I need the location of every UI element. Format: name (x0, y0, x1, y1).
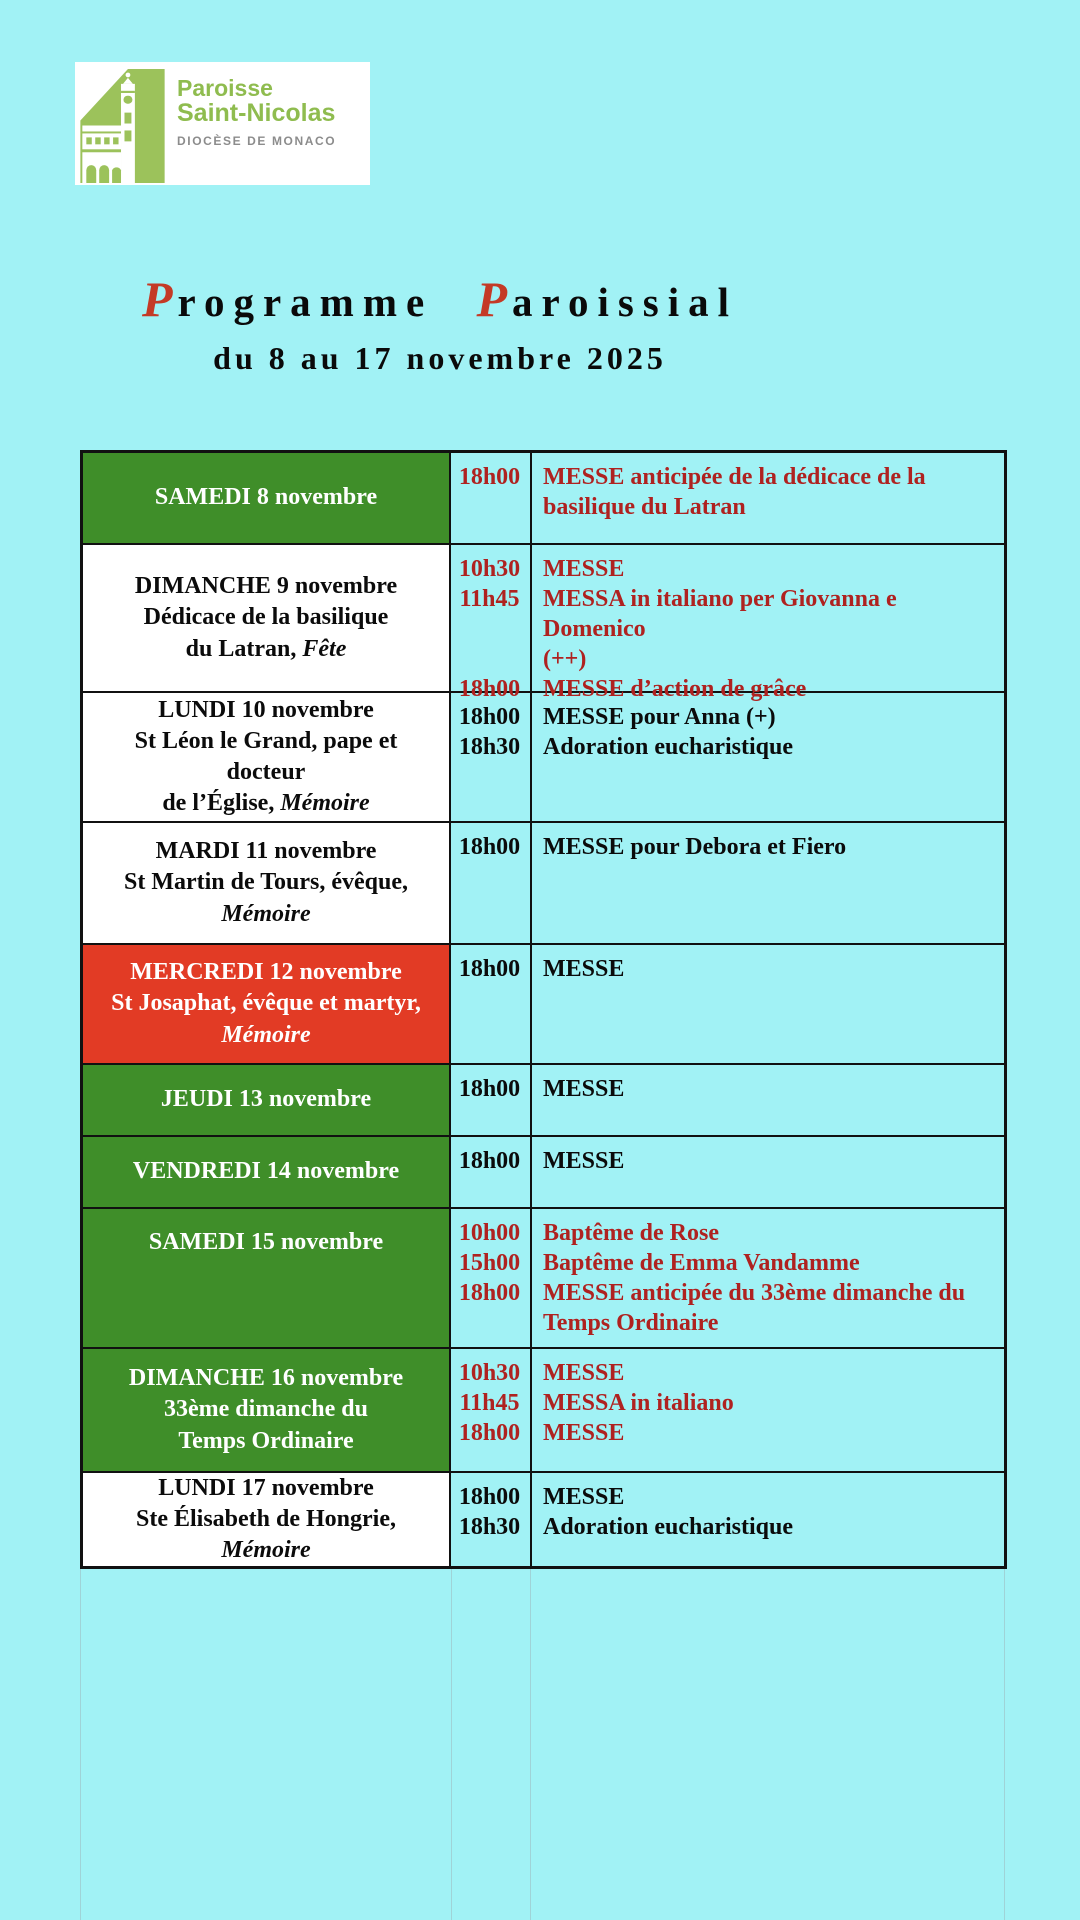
schedule-table (80, 450, 1007, 1569)
date-segment: MARDI 11 novembre (155, 838, 377, 865)
date-cell (83, 545, 451, 691)
date-line (164, 1394, 368, 1425)
date-segment: St Léon le Grand, pape et docteur (134, 727, 398, 785)
date-line (158, 1473, 374, 1504)
logo-title-line1: Paroisse (177, 75, 273, 101)
time-label: 10h30 (458, 556, 521, 582)
event-line: MESSE anticipée de la dédicace de la (543, 464, 926, 490)
event-label (530, 702, 1004, 732)
date-segment-italic: Mémoire (280, 790, 370, 817)
date-segment: Dédicace de la basilique (143, 604, 389, 631)
date-cell (83, 823, 451, 943)
date-cell (83, 453, 451, 543)
page-title (0, 270, 880, 328)
date-line (221, 1020, 310, 1051)
date-line (111, 988, 421, 1019)
time-label: 18h00 (458, 1280, 521, 1306)
time-label: 18h00 (458, 1420, 521, 1446)
time-label: 18h30 (458, 1514, 521, 1540)
event-line: Baptême de Rose (543, 1220, 719, 1246)
event-label (530, 1418, 1004, 1448)
event-line: MESSE anticipée du 33ème dimanche du (543, 1280, 966, 1306)
date-cell (83, 945, 451, 1063)
date-segment: VENDREDI 14 novembre (132, 1158, 400, 1185)
date-segment-italic: Fête (302, 635, 347, 662)
time-label: 18h00 (458, 1076, 521, 1102)
schedule-row (83, 691, 1004, 821)
event-label (530, 554, 1004, 584)
date-range-subtitle: du 8 au 17 novembre 2025 (213, 340, 667, 376)
column-guide-line (530, 1569, 531, 1920)
date-segment: DIMANCHE 16 novembre (128, 1365, 404, 1392)
event-line: MESSE (543, 1148, 625, 1174)
title-word-programme (142, 270, 433, 328)
event-line: Adoration eucharistique (543, 734, 794, 760)
date-line (186, 634, 347, 665)
time-label: 18h00 (458, 1484, 521, 1510)
schedule-cell (451, 545, 1004, 702)
event-label (530, 1512, 1004, 1542)
event-line: MESSE pour Debora et Fiero (543, 834, 847, 860)
event-label (530, 584, 1004, 674)
date-segment-italic: Mémoire (221, 1537, 311, 1564)
time-label: 11h45 (459, 1390, 520, 1416)
date-segment: 33ème dimanche du (164, 1396, 368, 1423)
event-line: Adoration eucharistique (543, 1514, 794, 1540)
event-line: Temps Ordinaire (543, 1310, 719, 1336)
date-line (129, 1363, 403, 1394)
date-segment: LUNDI 10 novembre (158, 696, 374, 723)
church-icon (80, 69, 165, 183)
parish-logo (75, 62, 370, 185)
date-line (149, 1227, 383, 1258)
column-guide-line (1004, 1569, 1005, 1920)
column-guide-line (80, 1569, 81, 1920)
event-label (530, 1218, 1004, 1248)
schedule-cell (451, 1349, 1004, 1471)
date-segment: Ste Élisabeth de Hongrie, (135, 1505, 396, 1532)
schedule-cell (451, 1209, 1004, 1347)
date-line (158, 695, 374, 726)
date-line (93, 726, 439, 788)
date-segment: Temps Ordinaire (178, 1427, 354, 1454)
time-label: 18h30 (458, 734, 521, 760)
date-segment-italic: Mémoire (221, 1021, 311, 1048)
schedule-cell (451, 1473, 1004, 1566)
date-segment: SAMEDI 15 novembre (148, 1229, 384, 1255)
time-label: 18h00 (458, 676, 521, 702)
column-guide-line (451, 1569, 452, 1920)
event-line: (++) (543, 646, 587, 672)
event-line: MESSE (543, 956, 625, 982)
logo-subtitle: DIOCÈSE DE MONACO (177, 133, 337, 148)
time-label: 18h00 (458, 956, 521, 982)
event-label (530, 1146, 1004, 1176)
time-label: 18h00 (458, 464, 521, 490)
event-line: MESSE (543, 1484, 625, 1510)
title-initial-p1: P (141, 271, 178, 327)
date-line (178, 1426, 353, 1457)
date-line (124, 867, 408, 898)
date-line (156, 836, 377, 867)
date-line (133, 1156, 399, 1187)
date-cell (83, 1349, 451, 1471)
date-cell (83, 693, 451, 821)
schedule-cell (451, 453, 1004, 543)
date-segment: DIMANCHE 9 novembre (134, 573, 398, 600)
date-segment: du Latran, (185, 635, 303, 662)
event-label (530, 832, 1004, 862)
date-segment: MERCREDI 12 novembre (130, 959, 402, 986)
schedule-row (83, 821, 1004, 943)
schedule-cell (451, 1137, 1004, 1207)
event-label (530, 462, 1004, 522)
event-line: MESSE (543, 556, 625, 582)
schedule-cell (451, 823, 1004, 943)
logo-title-line2: Saint-Nicolas (177, 99, 336, 128)
date-segment-italic: Mémoire (221, 900, 311, 927)
schedule-row (83, 1207, 1004, 1347)
event-line: MESSE d’action de grâce (543, 676, 807, 702)
schedule-row (83, 943, 1004, 1063)
date-line (161, 1084, 371, 1115)
date-line (162, 788, 369, 819)
header (0, 270, 880, 377)
title-initial-p2: P (476, 271, 512, 327)
title-rest-2: aroissial (511, 279, 739, 325)
schedule-row (83, 1471, 1004, 1566)
logo-text (177, 76, 336, 148)
event-label (530, 1388, 1004, 1418)
date-cell (83, 1065, 451, 1135)
event-label (530, 732, 1004, 762)
schedule-row (83, 453, 1004, 543)
event-line: MESSE pour Anna (+) (543, 704, 776, 730)
schedule-cell (451, 1065, 1004, 1135)
event-line: Baptême de Emma Vandamme (543, 1250, 860, 1276)
time-label: 11h45 (459, 586, 520, 612)
event-label (530, 1358, 1004, 1388)
event-label (530, 1248, 1004, 1278)
date-line (144, 602, 389, 633)
event-label (530, 954, 1004, 984)
date-line (93, 1504, 439, 1566)
time-label: 18h00 (458, 1148, 521, 1174)
date-segment: LUNDI 17 novembre (158, 1474, 374, 1501)
date-cell (83, 1137, 451, 1207)
date-line (155, 482, 377, 513)
schedule-cell (451, 945, 1004, 1063)
event-label (530, 1074, 1004, 1104)
schedule-row (83, 1347, 1004, 1471)
time-label: 10h00 (458, 1220, 521, 1246)
date-cell (83, 1473, 451, 1566)
title-rest-1: rogramme (177, 279, 434, 325)
date-segment: St Josaphat, évêque et martyr, (111, 990, 421, 1017)
schedule-cell (451, 693, 1004, 821)
event-line: MESSE (543, 1420, 625, 1446)
date-segment: JEUDI 13 novembre (160, 1086, 372, 1113)
time-label: 10h30 (458, 1360, 521, 1386)
event-line: MESSA in italiano per Giovanna e Domenico (543, 586, 897, 642)
date-segment: de l’Église, (162, 790, 281, 817)
event-label (530, 1278, 1004, 1338)
date-cell (83, 1209, 451, 1347)
date-segment: St Martin de Tours, évêque, (123, 869, 408, 896)
schedule-row (83, 543, 1004, 702)
time-label: 18h00 (458, 834, 521, 860)
time-label: 18h00 (458, 704, 521, 730)
date-line (135, 571, 397, 602)
event-line: MESSE (543, 1360, 625, 1386)
date-line (130, 957, 402, 988)
event-line: basilique du Latran (543, 494, 746, 520)
schedule-row (83, 1135, 1004, 1207)
event-label (530, 1482, 1004, 1512)
schedule-row (83, 1063, 1004, 1135)
time-label: 15h00 (458, 1250, 521, 1276)
title-word-paroissial (476, 270, 738, 328)
event-line: MESSA in italiano (543, 1390, 734, 1416)
date-line (221, 899, 310, 930)
date-segment: SAMEDI 8 novembre (154, 484, 378, 511)
event-line: MESSE (543, 1076, 625, 1102)
